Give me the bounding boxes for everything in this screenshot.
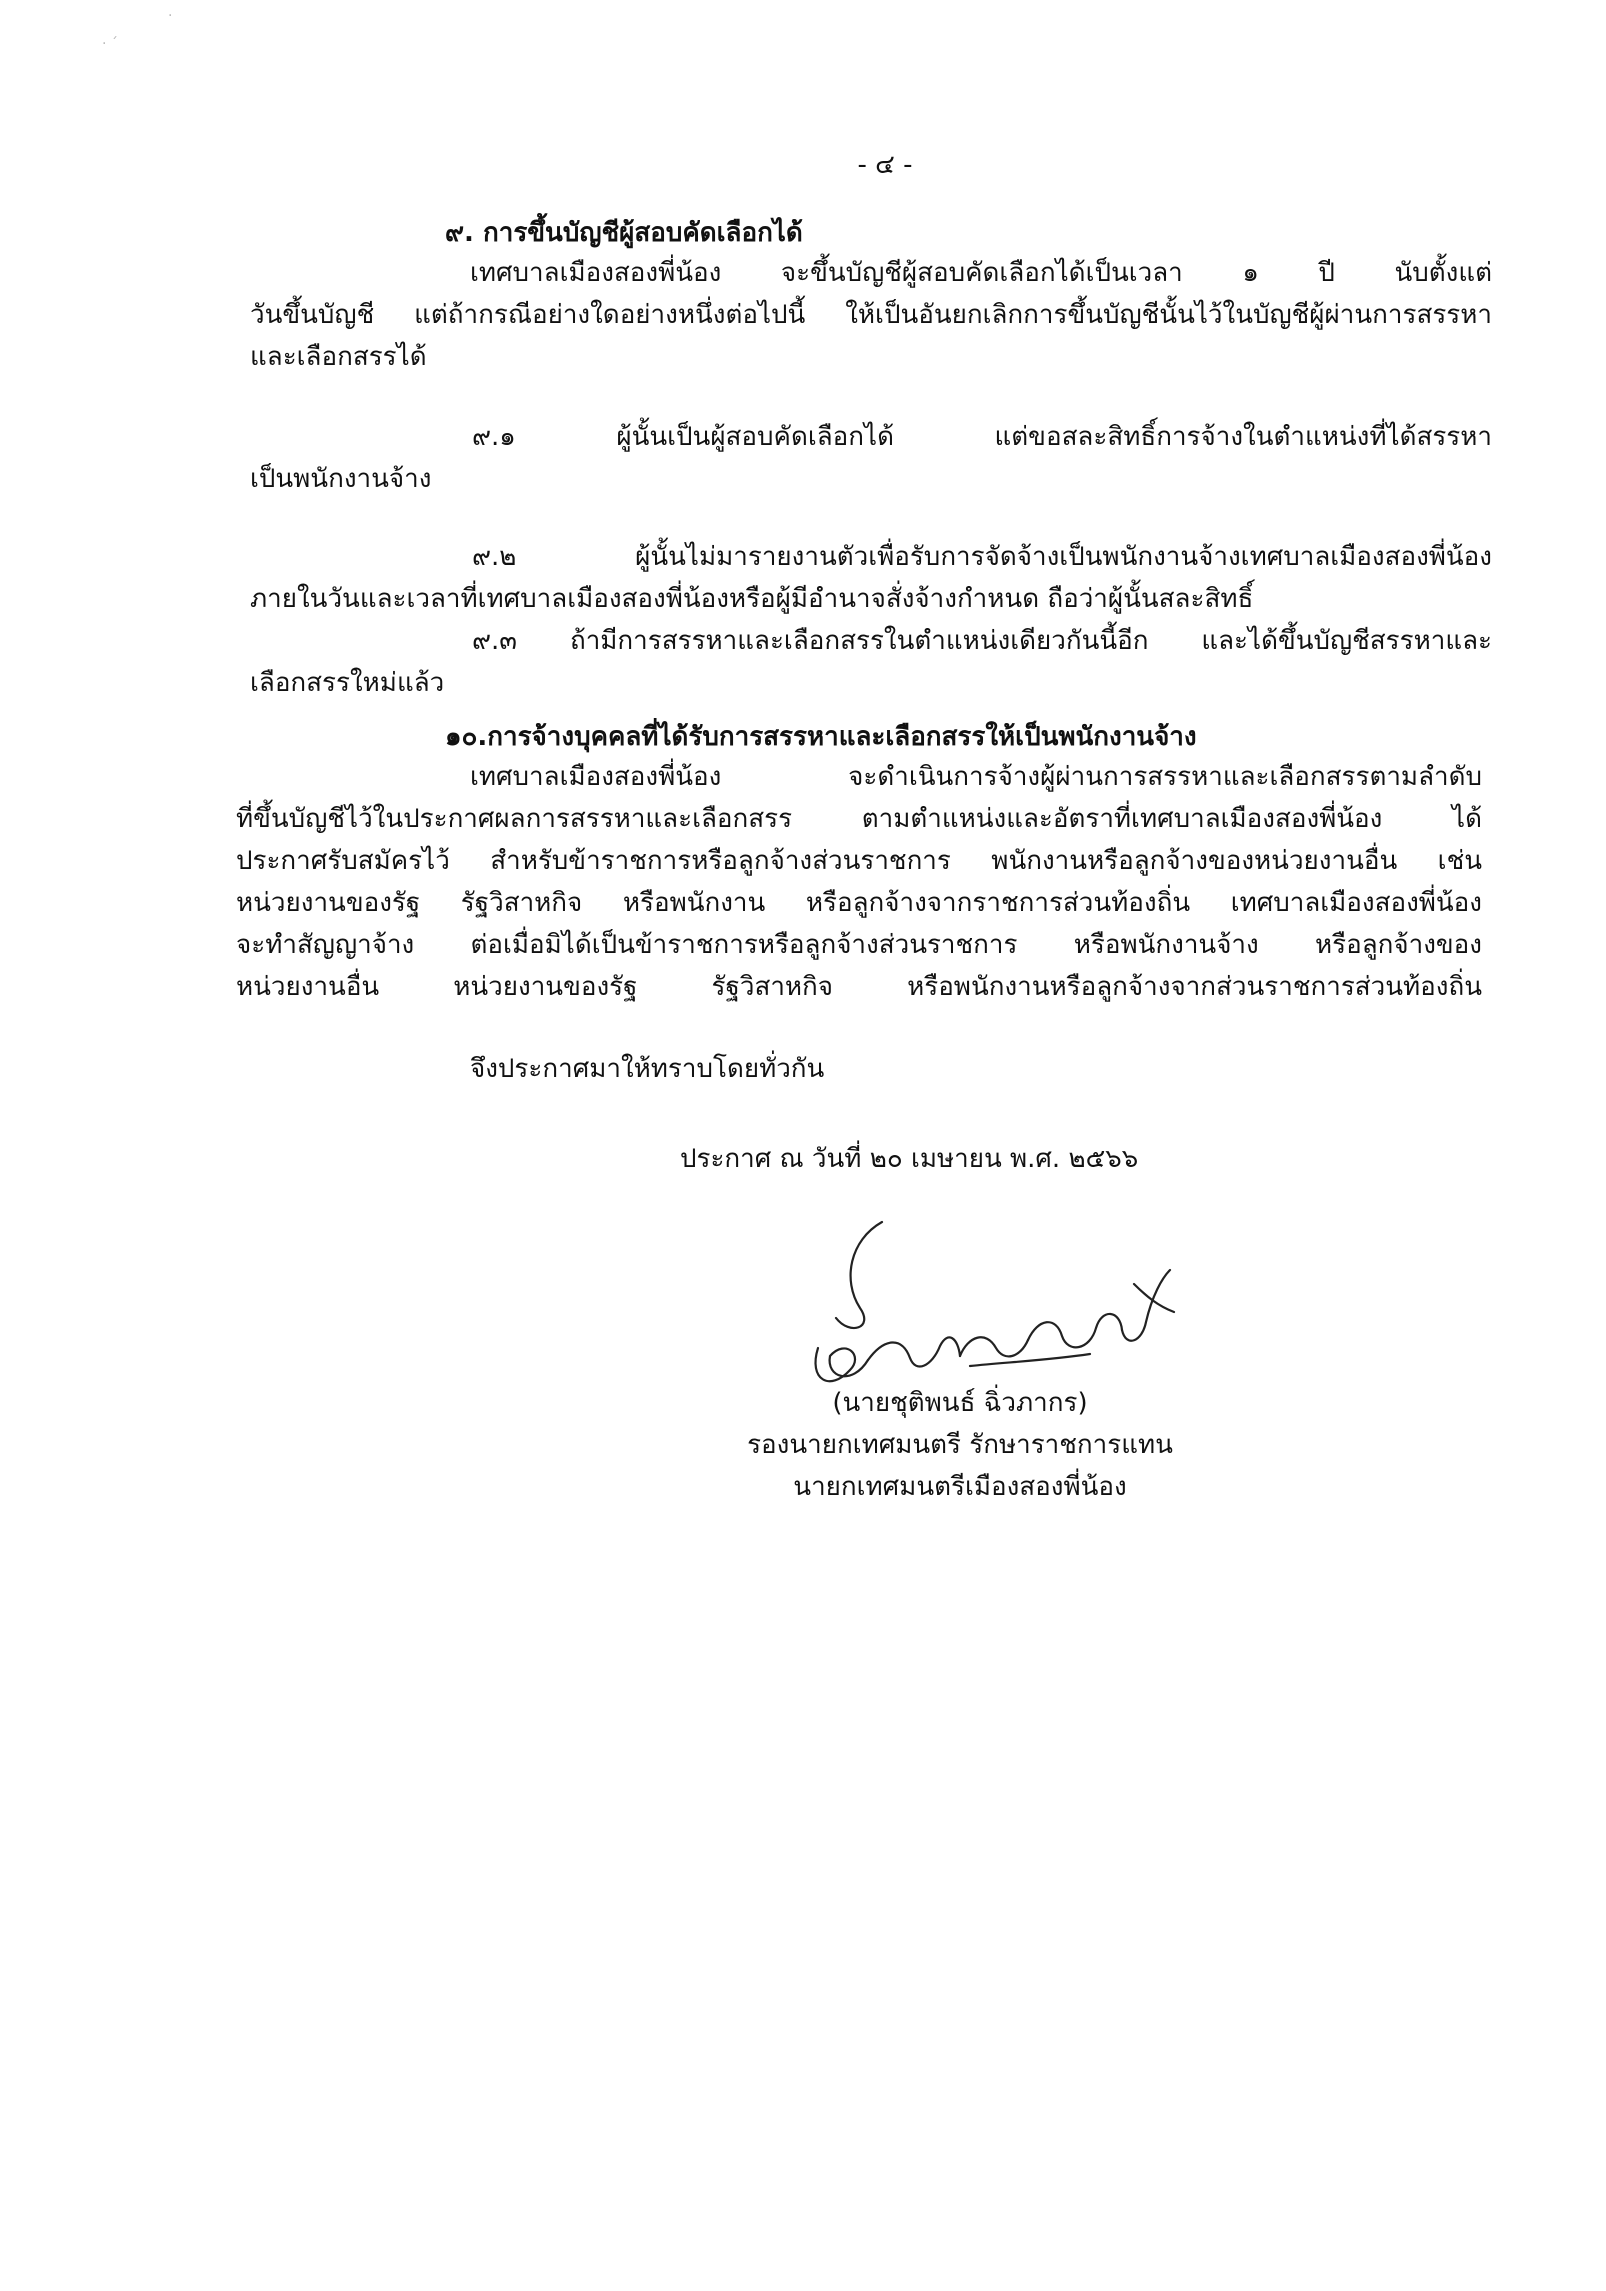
item-9-2-line: ภายในวันและเวลาที่เทศบาลเมืองสองพี่น้องหรือผู้มีอำนาจสั่งจ้างกำหนด ถือว่าผู้นั้นสละสิทธิ์ <box>250 584 1254 614</box>
scan-speck: · <box>168 8 173 24</box>
section-10-line: เทศบาลเมืองสองพี่น้อง จะดำเนินการจ้างผู้ผ่านการสรรหาและเลือกสรรตามลำดับ <box>470 762 1482 792</box>
date-line: ประกาศ ณ วันที่ ๒๐ เมษายน พ.ศ. ๒๕๖๖ <box>680 1144 1139 1174</box>
item-9-1-line: เป็นพนักงานจ้าง <box>250 464 432 494</box>
scan-speck: · ˊ <box>102 36 118 52</box>
item-9-3-line: ๙.๓ ถ้ามีการสรรหาและเลือกสรรในตำแหน่งเดียวกันนี้อีก และได้ขึ้นบัญชีสรรหาและ <box>472 626 1492 656</box>
section-9-line: วันขึ้นบัญชี แต่ถ้ากรณีอย่างใดอย่างหนึ่งต่อไปนี้ ให้เป็นอันยกเลิกการขึ้นบัญชีนั้นไว้ในบัญชีผู้ผ่านการสรรหา <box>250 300 1492 330</box>
section-9-line: เทศบาลเมืองสองพี่น้อง จะขึ้นบัญชีผู้สอบคัดเลือกได้เป็นเวลา ๑ ปี นับตั้งแต่ <box>470 258 1492 288</box>
section-10-line: ที่ขึ้นบัญชีไว้ในประกาศผลการสรรหาและเลือกสรร ตามตำแหน่งและอัตราที่เทศบาลเมืองสองพี่น้อง ได้ <box>236 804 1482 834</box>
section-10-line: หน่วยงานของรัฐ รัฐวิสาหกิจ หรือพนักงาน หรือลูกจ้างจากราชการส่วนท้องถิ่น เทศบาลเมืองสองพี่น้อง <box>236 888 1482 918</box>
section-10-line: จะทำสัญญาจ้าง ต่อเมื่อมิได้เป็นข้าราชการหรือลูกจ้างส่วนราชการ หรือพนักงานจ้าง หรือลูกจ้างของ <box>236 930 1482 960</box>
page-number: - ๔ - <box>857 150 913 180</box>
signatory-position-2: นายกเทศมนตรีเมืองสองพี่น้อง <box>793 1472 1127 1502</box>
item-9-2-line: ๙.๒ ผู้นั้นไม่มารายงานตัวเพื่อรับการจัดจ้างเป็นพนักงานจ้างเทศบาลเมืองสองพี่น้อง <box>472 542 1492 572</box>
section-9-heading: ๙. การขึ้นบัญชีผู้สอบคัดเลือกได้ <box>445 218 803 248</box>
section-10-heading: ๑๐.การจ้างบุคคลที่ได้รับการสรรหาและเลือกสรรให้เป็นพนักงานจ้าง <box>445 722 1197 752</box>
signatory-position: รองนายกเทศมนตรี รักษาราชการแทน <box>747 1430 1173 1460</box>
section-10-line: หน่วยงานอื่น หน่วยงานของรัฐ รัฐวิสาหกิจ หรือพนักงานหรือลูกจ้างจากส่วนราชการส่วนท้องถิ่น <box>236 972 1482 1002</box>
section-10-line: ประกาศรับสมัครไว้ สำหรับข้าราชการหรือลูกจ้างส่วนราชการ พนักงานหรือลูกจ้างของหน่วยงานอื่น เช่น <box>236 846 1482 876</box>
item-9-1-line: ๙.๑ ผู้นั้นเป็นผู้สอบคัดเลือกได้ แต่ขอสละสิทธิ์การจ้างในตำแหน่งที่ได้สรรหา <box>472 422 1492 452</box>
signatory-name: (นายชุติพนธ์ ฉิ่วภากร) <box>832 1388 1088 1418</box>
closing-statement: จึงประกาศมาให้ทราบโดยทั่วกัน <box>470 1054 825 1084</box>
section-9-line: และเลือกสรรได้ <box>250 342 427 372</box>
item-9-3-line: เลือกสรรใหม่แล้ว <box>250 668 445 698</box>
